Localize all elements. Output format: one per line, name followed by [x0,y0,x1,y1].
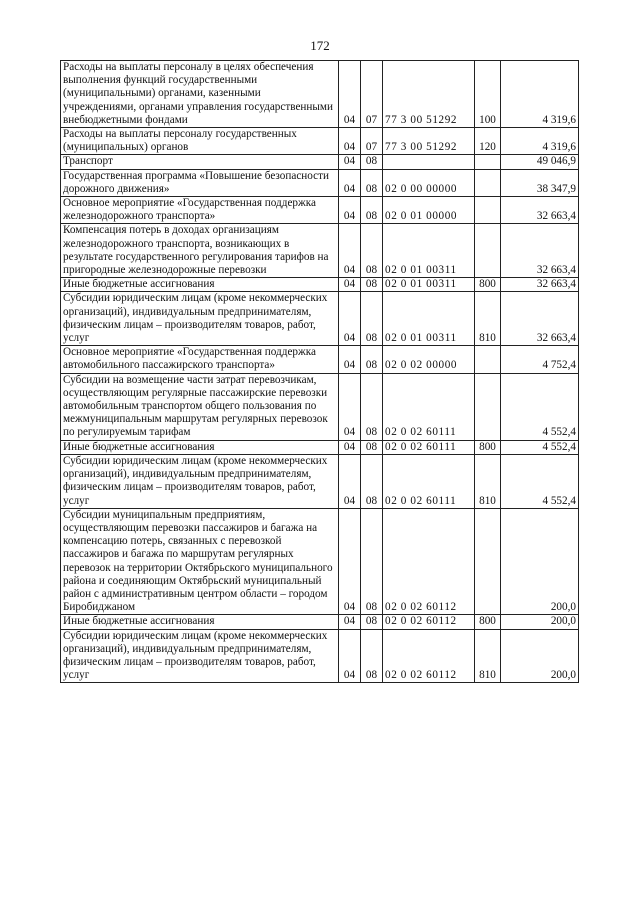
row-vr [475,169,501,196]
row-pr: 08 [361,278,383,292]
row-pr: 08 [361,373,383,440]
row-cs: 02 0 02 60111 [383,440,475,454]
row-cs: 02 0 02 60111 [383,454,475,508]
row-rz: 04 [339,197,361,224]
row-sum: 4 319,6 [501,61,579,128]
row-pr: 08 [361,155,383,169]
page-number: 172 [310,38,330,53]
row-sum: 49 046,9 [501,155,579,169]
row-name: Субсидии юридическим лицам (кроме некоммерческих организаций), индивидуальным предпринимателям, физическим лицам – производителям товаров, работ, услуг [61,292,339,346]
row-pr: 08 [361,615,383,629]
row-name: Компенсация потерь в доходах организациям железнодорожного транспорта, возникающих в результате государственного регулирования тарифов на пригородные железнодорожные перевозки [61,224,339,278]
row-name: Иные бюджетные ассигнования [61,440,339,454]
row-name: Расходы на выплаты персоналу в целях обеспечения выполнения функций государственными (муниципальными) органами, казенными учреждениями, органами управления государственными внебюджетными фондами [61,61,339,128]
row-rz: 04 [339,508,361,615]
row-sum: 200,0 [501,629,579,683]
row-rz: 04 [339,278,361,292]
row-rz: 04 [339,224,361,278]
table-row [61,346,579,373]
row-pr: 08 [361,197,383,224]
row-vr [475,346,501,373]
row-pr: 08 [361,454,383,508]
row-pr: 08 [361,629,383,683]
row-cs: 02 0 01 00311 [383,278,475,292]
table-row [61,440,579,454]
row-cs: 02 0 01 00000 [383,197,475,224]
table-row [61,508,579,615]
row-cs: 77 3 00 51292 [383,128,475,155]
row-pr: 08 [361,224,383,278]
row-vr [475,224,501,278]
row-pr: 08 [361,346,383,373]
table-row [61,373,579,440]
row-sum: 32 663,4 [501,292,579,346]
row-vr: 810 [475,629,501,683]
row-pr: 08 [361,169,383,196]
table-row [61,169,579,196]
row-vr: 800 [475,615,501,629]
table-row [61,615,579,629]
row-name: Субсидии юридическим лицам (кроме некоммерческих организаций), индивидуальным предпринимателям, физическим лицам – производителям товаров, работ, услуг [61,629,339,683]
row-cs: 77 3 00 51292 [383,61,475,128]
row-cs: 02 0 01 00311 [383,292,475,346]
table-row [61,629,579,683]
row-vr: 810 [475,454,501,508]
row-pr: 07 [361,61,383,128]
row-vr [475,155,501,169]
row-rz: 04 [339,155,361,169]
row-name: Субсидии на возмещение части затрат перевозчикам, осуществляющим регулярные пассажирские перевозки автомобильным транспортом общего пользования по межмуниципальным маршрутам регулярных перевозок по регулируемым тарифам [61,373,339,440]
row-vr: 120 [475,128,501,155]
row-sum: 4 752,4 [501,346,579,373]
row-sum: 32 663,4 [501,278,579,292]
row-pr: 08 [361,508,383,615]
row-vr [475,508,501,615]
row-cs: 02 0 01 00311 [383,224,475,278]
row-rz: 04 [339,440,361,454]
row-vr: 100 [475,61,501,128]
row-vr [475,373,501,440]
row-cs: 02 0 02 60111 [383,373,475,440]
table-row [61,155,579,169]
table-row [61,278,579,292]
row-rz: 04 [339,629,361,683]
row-cs: 02 0 00 00000 [383,169,475,196]
table-row [61,292,579,346]
row-cs: 02 0 02 00000 [383,346,475,373]
budget-table [60,60,579,683]
row-sum: 200,0 [501,508,579,615]
row-sum: 4 552,4 [501,454,579,508]
row-cs: 02 0 02 60112 [383,615,475,629]
row-cs: 02 0 02 60112 [383,508,475,615]
row-vr [475,197,501,224]
row-vr: 800 [475,278,501,292]
row-rz: 04 [339,169,361,196]
row-cs [383,155,475,169]
row-name: Субсидии юридическим лицам (кроме некоммерческих организаций), индивидуальным предпринимателям, физическим лицам – производителям товаров, работ, услуг [61,454,339,508]
row-name: Транспорт [61,155,339,169]
row-pr: 08 [361,292,383,346]
row-name: Расходы на выплаты персоналу государственных (муниципальных) органов [61,128,339,155]
row-rz: 04 [339,292,361,346]
row-cs: 02 0 02 60112 [383,629,475,683]
row-sum: 38 347,9 [501,169,579,196]
row-name: Субсидии муниципальным предприятиям, осуществляющим перевозки пассажиров и багажа на компенсацию потерь, связанных с перевозкой пассажиров и багажа по маршрутам регулярных перевозок на территории Октябрьского муниципального района и соединяющим Октябрьский муниципальный район с административным центром области – городом Биробиджаном [61,508,339,615]
row-sum: 4 319,6 [501,128,579,155]
row-name: Основное мероприятие «Государственная поддержка железнодорожного транспорта» [61,197,339,224]
table-row [61,454,579,508]
row-rz: 04 [339,346,361,373]
table-row [61,224,579,278]
row-pr: 08 [361,440,383,454]
row-name: Иные бюджетные ассигнования [61,278,339,292]
row-vr: 800 [475,440,501,454]
row-name: Государственная программа «Повышение безопасности дорожного движения» [61,169,339,196]
row-name: Основное мероприятие «Государственная поддержка автомобильного пассажирского транспорта» [61,346,339,373]
row-name: Иные бюджетные ассигнования [61,615,339,629]
table-row [61,197,579,224]
row-sum: 4 552,4 [501,373,579,440]
row-rz: 04 [339,128,361,155]
table-row [61,61,579,128]
row-pr: 07 [361,128,383,155]
row-rz: 04 [339,373,361,440]
row-vr: 810 [475,292,501,346]
row-sum: 32 663,4 [501,224,579,278]
row-sum: 32 663,4 [501,197,579,224]
row-rz: 04 [339,454,361,508]
row-sum: 200,0 [501,615,579,629]
table-row [61,128,579,155]
row-rz: 04 [339,61,361,128]
row-sum: 4 552,4 [501,440,579,454]
row-rz: 04 [339,615,361,629]
